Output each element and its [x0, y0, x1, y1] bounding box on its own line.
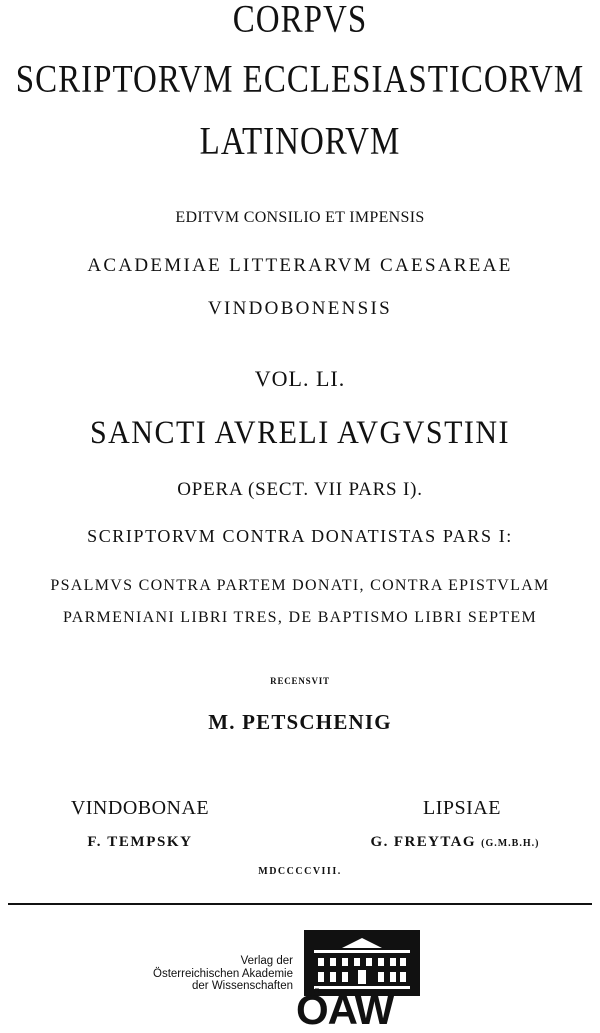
- contents-line-1: PSALMVS CONTRA PARTEM DONATI, CONTRA EPISTVLAM: [50, 577, 550, 594]
- recensvit-label: RECENSVIT: [270, 676, 330, 686]
- opera-section: OPERA (SECT. VII PARS I).: [177, 479, 423, 500]
- author-name: SANCTI AVRELI AVGVSTINI: [89, 414, 511, 451]
- publisher-label-line-2: Österreichischen Akademie: [153, 967, 293, 980]
- part-title: SCRIPTORVM CONTRA DONATISTAS PARS I:: [87, 526, 513, 546]
- right-city: LIPSIAE: [423, 797, 501, 819]
- publication-year: MDCCCCVIII.: [258, 866, 342, 877]
- imprint-line-3: VINDOBONENSIS: [207, 298, 392, 319]
- imprint-line-1: EDITVM CONSILIO ET IMPENSIS: [175, 209, 425, 226]
- publisher-label-line-1: Verlag der: [240, 955, 293, 967]
- divider-rule: [8, 903, 592, 905]
- series-title-line-3: LATINORVM: [199, 120, 401, 164]
- contents-line-2: PARMENIANI LIBRI TRES, DE BAPTISMO LIBRI SEPTEM: [62, 609, 538, 626]
- right-publisher: [330, 834, 580, 851]
- series-title-line-2: SCRIPTORVM ECCLESIASTICORVM: [15, 58, 585, 102]
- left-city: VINDOBONAE: [70, 797, 210, 819]
- oaw-logo: ÖAW: [296, 986, 394, 1033]
- publisher-label: [130, 955, 293, 993]
- publisher-label-line-3: der Wissenschaften: [192, 980, 293, 992]
- right-publisher-suffix: (G.M.B.H.): [481, 838, 540, 849]
- series-title-line-1: CORPVS: [232, 0, 368, 42]
- imprint-line-2: ACADEMIAE LITTERARVM CAESAREAE: [87, 255, 513, 276]
- editor-name: M. PETSCHENIG: [208, 710, 392, 734]
- left-publisher: F. TEMPSKY: [87, 834, 193, 850]
- volume-number: VOL. LI.: [254, 366, 346, 391]
- right-publisher-name: G. FREYTAG: [370, 834, 476, 850]
